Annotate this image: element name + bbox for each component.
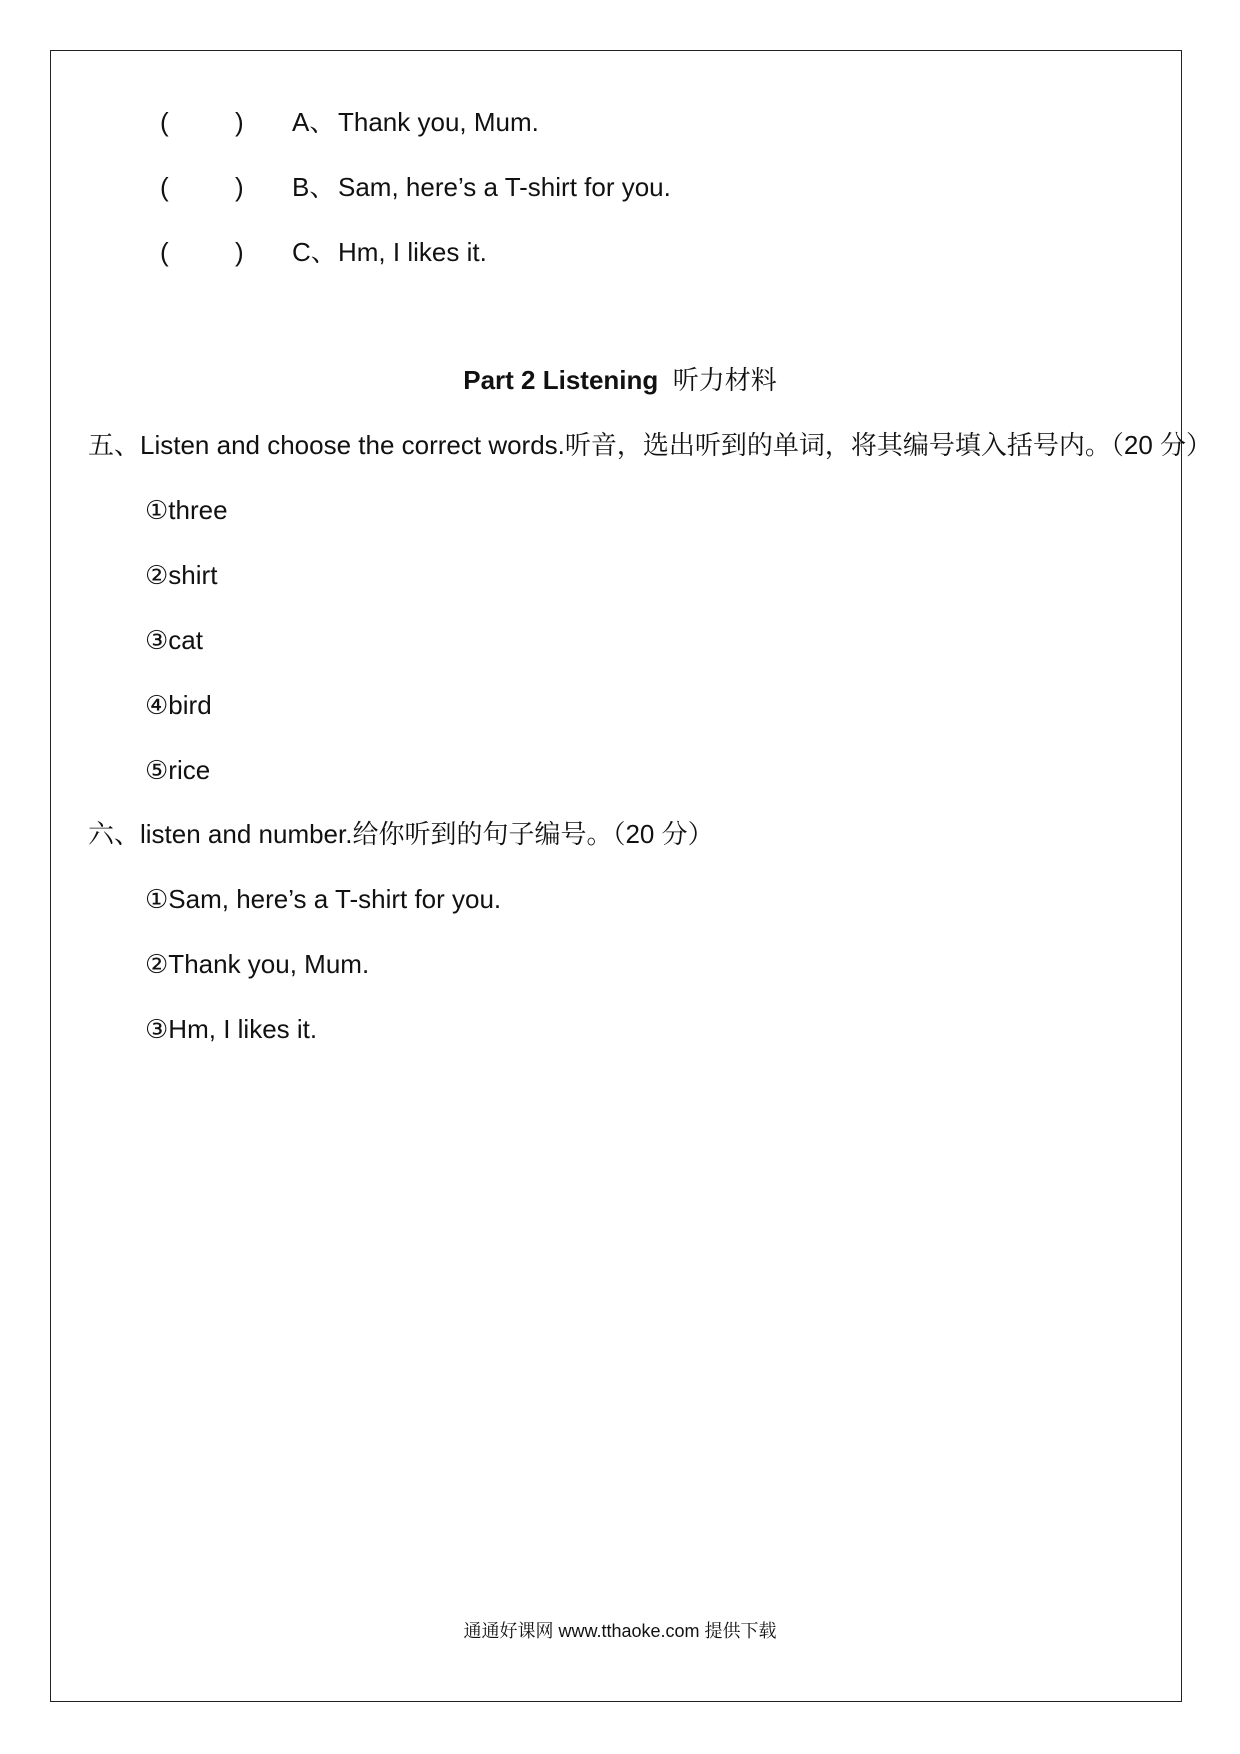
answer-paren-close: ) [235,107,244,137]
part-title [0,365,1240,395]
word-item: ②shirt [145,560,218,590]
option-text: Sam, here’s a T-shirt for you. [338,172,671,202]
sentence-item: ③Hm, I likes it. [145,1014,318,1044]
option-text: Hm, I likes it. [338,237,487,267]
answer-paren-open: ( [160,237,169,267]
answer-paren-close: ) [235,237,244,267]
option-text: Thank you, Mum. [338,107,539,137]
word-item: ③cat [145,625,203,655]
section5-heading: 五、Listen and choose the correct words.听音，选出听到的单词，将其编号填入括号内。（20 分） [88,430,1213,460]
sentence-item: ①Sam, here’s a T-shirt for you. [145,884,502,914]
option-letter: C、 [292,237,337,267]
option-letter: A、 [292,107,336,137]
part-title-sub: 听力材料 [672,365,777,395]
word-item: ④bird [145,690,212,720]
option-letter: B、 [292,172,336,202]
answer-paren-open: ( [160,107,169,137]
page-border [50,50,1182,1702]
answer-paren-close: ) [235,172,244,202]
sentence-item: ②Thank you, Mum. [145,949,370,979]
part-title-main: Part 2 Listening [463,365,659,395]
word-item: ⑤rice [145,755,211,785]
footer-credit: 通通好课网 www.tthaoke.com 提供下载 [463,1621,777,1641]
section6-heading: 六、listen and number.给你听到的句子编号。（20 分） [88,819,714,849]
answer-paren-open: ( [160,172,169,202]
word-item: ①three [145,495,228,525]
